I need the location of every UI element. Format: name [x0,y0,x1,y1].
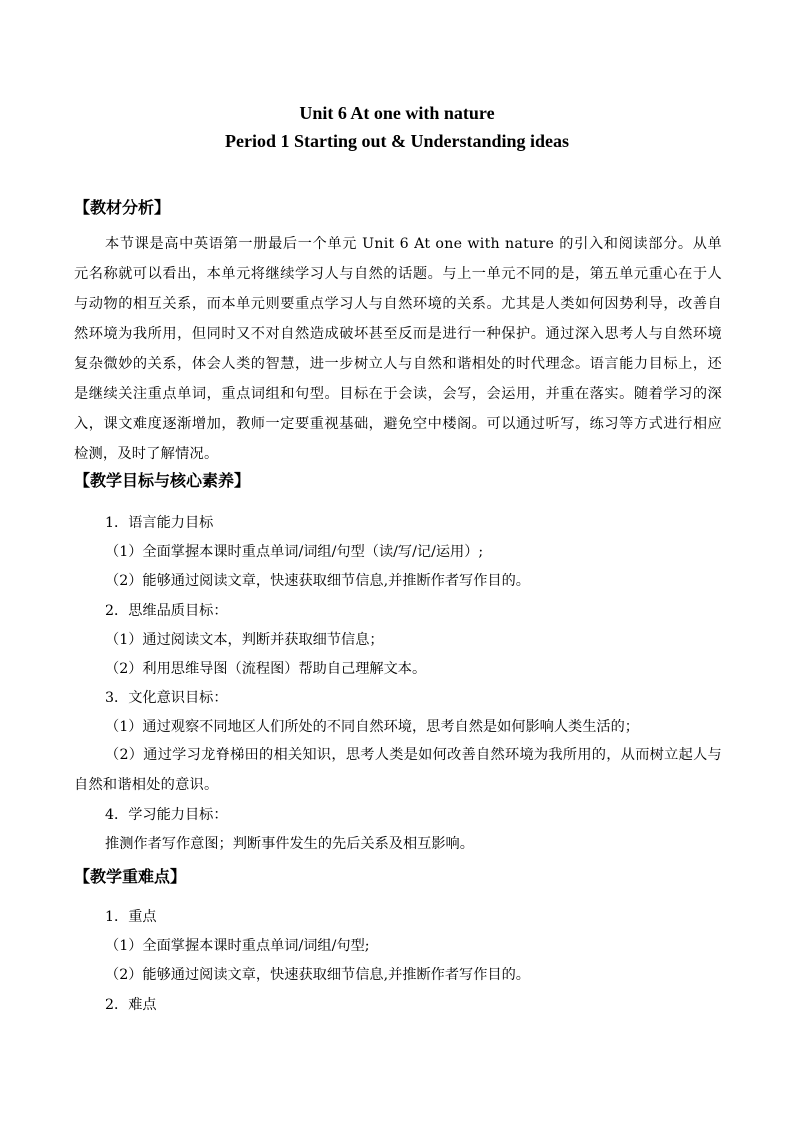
goal-subitem: 推测作者写作意图；判断事件发生的先后关系及相互影响。 [105,836,474,852]
goal-item-learning: 4．学习能力目标： [105,807,228,823]
goal-subitem: （1）通过阅读文本，判断并获取细节信息； [105,632,384,648]
focus-subitem: （2）能够通过阅读文章，快速获取细节信息,并推断作者写作目的。 [105,967,530,983]
section-heading-analysis: 【教材分析】 [74,198,171,217]
focus-item-difficulty: 2．难点 [105,997,157,1013]
focus-subitem: （1）全面掌握本课时重点单词/词组/句型; [105,938,370,954]
goal-subitem: （1）通过观察不同地区人们所处的不同自然环境，思考自然是如何影响人类生活的； [105,719,639,735]
unit-title: Unit 6 At one with nature [299,103,495,123]
period-title: Period 1 Starting out & Understanding ideas [224,131,570,151]
goal-subitem: （1）全面掌握本课时重点单词/词组/句型（读/写/记/运用）; [105,544,484,560]
section-heading-goals: 【教学目标与核心素养】 [74,471,251,490]
goal-item-thinking: 2．思维品质目标： [105,603,228,619]
section-heading-focus: 【教学重难点】 [74,867,187,886]
focus-item-key: 1．重点 [105,909,157,925]
goal-subitem-wrapped: （2）通过学习龙脊梯田的相关知识，思考人类是如何改善自然环境为我所用的，从而树立起人与自然和谐相处的意识。 [74,747,722,793]
goal-subitem: （2）利用思维导图（流程图）帮助自己理解文本。 [105,661,427,677]
goal-item-culture: 3．文化意识目标： [105,690,228,706]
goal-subitem: （2）能够通过阅读文章，快速获取细节信息,并推断作者写作目的。 [105,573,530,589]
goal-item-language: 1．语言能力目标 [105,515,214,531]
analysis-paragraph: 本节课是高中英语第一册最后一个单元 Unit 6 At one with nature 的引入和阅读部分。从单元名称就可以看出，本单元将继续学习人与自然的话题。与上一单元不同的是，第五单元重心在于人与动物的相互关系，而本单元则要重点学习人与自然环境的关系。尤其是人类如何因势利导，改善自然环境为我所用，但同时又不对自然造成破坏甚至反而是进行一种保护。通过深入思考人与自然环境复杂微妙的关系，体会人类的智慧，进一步树立人与自然和谐相处的时代理念。语言能力目标上，还是继续关注重点单词，重点词组和句型。目标在于会读，会写，会运用，并重在落实。随着学习的深入，课文难度逐渐增加，教师一定要重视基础，避免空中楼阁。可以通过听写，练习等方式进行相应检测，及时了解情况。 [74,236,722,462]
